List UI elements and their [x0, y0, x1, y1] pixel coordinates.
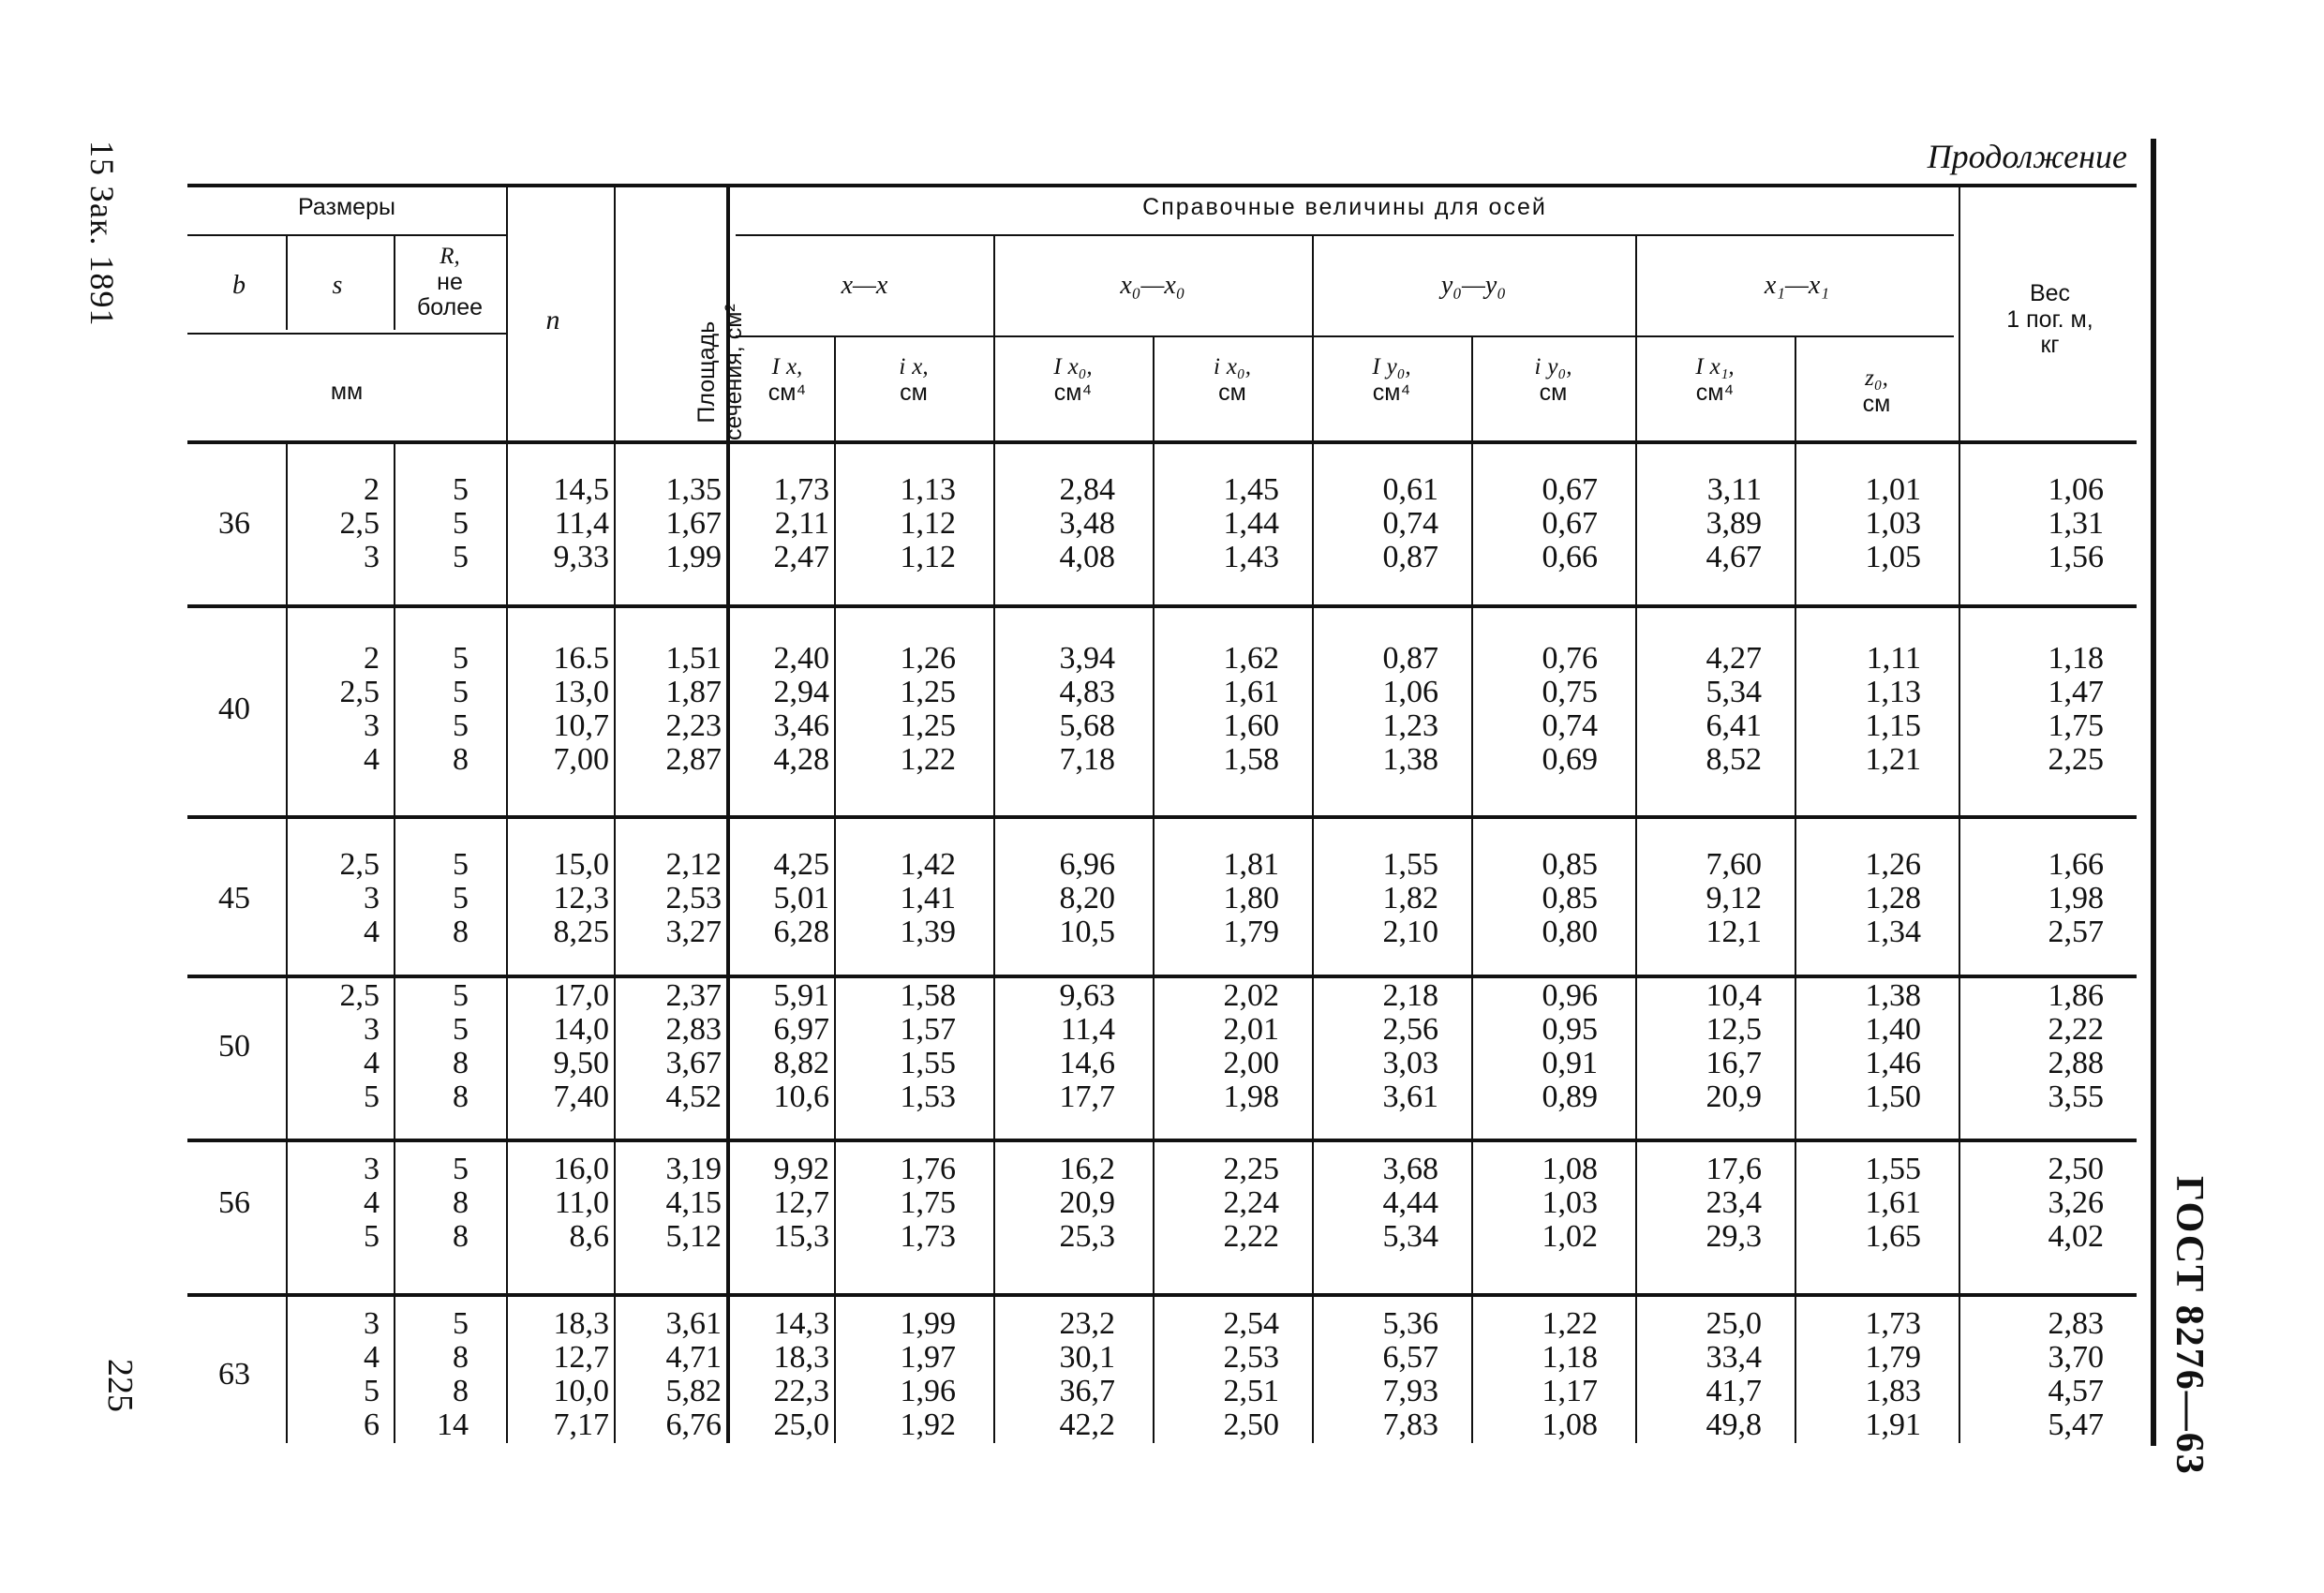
cell-iy0: 0,85 0,85 0,80: [1542, 847, 1598, 949]
cell-Ix1: 17,6 23,4 29,3: [1706, 1152, 1762, 1254]
cell-s: 2 2,5 3 4: [339, 641, 380, 777]
rx0-sub: x₀,: [1226, 354, 1251, 380]
cell-Ix1: 4,27 5,34 6,41 8,52: [1706, 641, 1762, 777]
ix1-sub: x₁,: [1709, 354, 1735, 380]
cell-n: 17,0 14,0 9,50 7,40: [553, 978, 609, 1114]
header-bottom-rule: [187, 440, 2137, 444]
iy0-header: [1317, 354, 1467, 406]
group-separator: [187, 815, 2137, 819]
cell-area: 2,12 2,53 3,27: [665, 847, 722, 949]
weight-line2: 1 пог. м,: [2006, 305, 2093, 333]
cell-Iy0: 2,18 2,56 3,03 3,61: [1382, 978, 1438, 1114]
cell-area: 3,19 4,15 5,12: [665, 1152, 722, 1254]
body-column-divider: [286, 442, 288, 1443]
weight-header: [1963, 281, 2137, 359]
mm-rule: [187, 333, 506, 335]
cell-ix: 1,42 1,41 1,39: [900, 847, 956, 949]
cell-z0: 1,11 1,13 1,15 1,21: [1865, 641, 1921, 777]
hdr-divider-y0: [1312, 236, 1314, 440]
body-column-divider: [1312, 442, 1314, 1443]
mm-header: мм: [330, 379, 364, 405]
iy0-symbol: I: [1372, 354, 1380, 380]
rx0-symbol: i: [1214, 354, 1220, 380]
s-header: s: [332, 271, 343, 300]
rx-header: [839, 354, 989, 406]
cell-ix: 1,76 1,75 1,73: [900, 1152, 956, 1254]
r-header-line2: не: [437, 268, 463, 295]
b-value: 50: [218, 1029, 250, 1064]
table-top-rule: [187, 184, 2137, 187]
axis-xx-header: x—x: [841, 271, 888, 300]
cell-Ix: 9,92 12,7 15,3: [773, 1152, 829, 1254]
cell-r: 5 5 8: [453, 847, 469, 949]
cell-n: 18,3 12,7 10,0 7,17: [553, 1306, 609, 1442]
cell-iy0: 0,96 0,95 0,91 0,89: [1542, 978, 1598, 1114]
b-value: 36: [218, 506, 250, 541]
cell-w: 1,18 1,47 1,75 2,25: [2048, 641, 2104, 777]
cell-ix: 1,26 1,25 1,25 1,22: [900, 641, 956, 777]
cell-w: 1,86 2,22 2,88 3,55: [2048, 978, 2104, 1114]
cell-Iy0: 0,61 0,74 0,87: [1382, 472, 1438, 574]
cell-s: 3 4 5: [364, 1152, 380, 1254]
cell-ix0: 1,81 1,80 1,79: [1223, 847, 1279, 949]
cell-r: 5 5 8 8: [453, 978, 469, 1114]
cell-Iy0: 5,36 6,57 7,93 7,83: [1382, 1306, 1438, 1442]
ix1-unit: см⁴: [1695, 379, 1735, 406]
sizes-rule: [187, 234, 506, 236]
rx-symbol: i: [899, 354, 906, 380]
hdr-divider-z0: [1795, 337, 1796, 440]
body-column-divider: [1153, 442, 1155, 1443]
iy0-unit: см⁴: [1372, 379, 1411, 406]
cell-w: 2,50 3,26 4,02: [2048, 1152, 2104, 1254]
cell-Ix: 14,3 18,3 22,3 25,0: [773, 1306, 829, 1442]
axis-x1x1-header: x₁—x₁: [1764, 271, 1830, 300]
ix-sub: x,: [785, 354, 803, 380]
reference-header: Справочные величины для осей: [1142, 194, 1547, 220]
hdr-divider-b: [286, 236, 288, 330]
cell-Ix: 1,73 2,11 2,47: [773, 472, 829, 574]
group-separator: [187, 1293, 2137, 1297]
body-column-divider: [1471, 442, 1473, 1443]
body-column-divider: [834, 442, 836, 1443]
cell-r: 5 8 8 14: [437, 1306, 469, 1442]
cell-Ix: 5,91 6,97 8,82 10,6: [773, 978, 829, 1114]
cell-z0: 1,38 1,40 1,46 1,50: [1865, 978, 1921, 1114]
cell-Ix0: 2,84 3,48 4,08: [1059, 472, 1115, 574]
cell-Ix1: 3,11 3,89 4,67: [1706, 472, 1762, 574]
cell-ix0: 2,54 2,53 2,51 2,50: [1223, 1306, 1279, 1442]
cell-ix: 1,13 1,12 1,12: [900, 472, 956, 574]
hdr-divider-x1: [1635, 236, 1637, 440]
rx0-unit: см: [1218, 379, 1246, 406]
cell-n: 14,5 11,4 9,33: [553, 472, 609, 574]
axis-y0y0-header: y₀—y₀: [1440, 271, 1507, 300]
cell-iy0: 0,76 0,75 0,74 0,69: [1542, 641, 1598, 777]
cell-w: 1,06 1,31 1,56: [2048, 472, 2104, 574]
r-header: [398, 244, 501, 321]
weight-line3: кг: [2040, 332, 2060, 358]
cell-Ix1: 25,0 33,4 41,7 49,8: [1706, 1306, 1762, 1442]
b-value: 45: [218, 881, 250, 916]
z0-header: [1799, 365, 1954, 417]
group-separator: [187, 1139, 2137, 1142]
cell-n: 16,0 11,0 8,6: [553, 1152, 609, 1254]
cell-Iy0: 3,68 4,44 5,34: [1382, 1152, 1438, 1254]
page-number: 225: [100, 1359, 140, 1412]
cell-s: 2 2,5 3: [339, 472, 380, 574]
cell-iy0: 0,67 0,67 0,66: [1542, 472, 1598, 574]
ry0-sub: y₀,: [1547, 354, 1572, 380]
ix-unit: см⁴: [767, 379, 807, 406]
iy0-sub: y₀,: [1386, 354, 1411, 380]
cell-Ix0: 23,2 30,1 36,7 42,2: [1059, 1306, 1115, 1442]
ry0-unit: см: [1539, 379, 1568, 406]
cell-area: 3,61 4,71 5,82 6,76: [665, 1306, 722, 1442]
hdr-divider-iy0: [1471, 337, 1473, 440]
cell-z0: 1,01 1,03 1,05: [1865, 472, 1921, 574]
group-separator: [187, 604, 2137, 608]
cell-ix0: 2,02 2,01 2,00 1,98: [1223, 978, 1279, 1114]
cell-s: 2,5 3 4: [339, 847, 380, 949]
b-value: 40: [218, 692, 250, 726]
cell-Ix0: 3,94 4,83 5,68 7,18: [1059, 641, 1115, 777]
hdr-divider-ix0: [1153, 337, 1155, 440]
body-column-divider: [1795, 442, 1796, 1443]
ix-header: [740, 354, 834, 406]
cell-s: 3 4 5 6: [364, 1306, 380, 1442]
rx0-header: [1157, 354, 1307, 406]
ix1-header: [1640, 354, 1790, 406]
hdr-divider-s: [394, 236, 395, 330]
cell-ix: 1,58 1,57 1,55 1,53: [900, 978, 956, 1114]
cell-iy0: 1,08 1,03 1,02: [1542, 1152, 1598, 1254]
cell-s: 2,5 3 4 5: [339, 978, 380, 1114]
cell-area: 1,35 1,67 1,99: [665, 472, 722, 574]
cell-w: 1,66 1,98 2,57: [2048, 847, 2104, 949]
cell-area: 2,37 2,83 3,67 4,52: [665, 978, 722, 1114]
z0-unit: см: [1862, 390, 1891, 417]
standard-code: ГОСТ 8276—63: [2168, 1176, 2211, 1476]
sizes-header: Размеры: [298, 194, 395, 220]
cell-Ix0: 6,96 8,20 10,5: [1059, 847, 1115, 949]
b-value: 56: [218, 1185, 250, 1220]
axis-x0x0-header: x₀—x₀: [1120, 271, 1185, 300]
cell-z0: 1,55 1,61 1,65: [1865, 1152, 1921, 1254]
order-number: 15 Зак. 1891: [83, 141, 121, 327]
hdr-divider-x0: [993, 236, 995, 440]
b-header: b: [232, 271, 246, 300]
ix1-symbol: I: [1695, 354, 1704, 380]
body-column-divider: [993, 442, 995, 1443]
ry0-symbol: i: [1534, 354, 1542, 380]
cell-w: 2,83 3,70 4,57 5,47: [2048, 1306, 2104, 1442]
cell-ix0: 1,45 1,44 1,43: [1223, 472, 1279, 574]
rx-unit: см: [900, 379, 928, 406]
cell-r: 5 8 8: [453, 1152, 469, 1254]
n-header: n: [545, 305, 560, 335]
axis-rule: [736, 335, 1954, 337]
cell-ix0: 1,62 1,61 1,60 1,58: [1223, 641, 1279, 777]
cell-Ix: 2,40 2,94 3,46 4,28: [773, 641, 829, 777]
body-column-divider: [1635, 442, 1637, 1443]
z0-symbol: z₀,: [1865, 365, 1888, 391]
ix0-header: [998, 354, 1148, 406]
area-header: [693, 304, 748, 440]
ix-symbol: I: [771, 354, 780, 380]
cell-Ix1: 7,60 9,12 12,1: [1706, 847, 1762, 949]
right-border: [2151, 139, 2156, 1446]
cell-area: 1,51 1,87 2,23 2,87: [665, 641, 722, 777]
group-separator: [187, 975, 2137, 978]
continuation-label: Продолжение: [1927, 138, 2127, 175]
cell-Iy0: 0,87 1,06 1,23 1,38: [1382, 641, 1438, 777]
area-header-line2: сечения, см²: [720, 304, 747, 440]
r-header-line1: R,: [439, 244, 460, 269]
ix0-symbol: I: [1053, 354, 1062, 380]
ix0-sub: x₀,: [1067, 354, 1093, 380]
hdr-divider-ix: [834, 337, 836, 440]
cell-ix: 1,99 1,97 1,96 1,92: [900, 1306, 956, 1442]
reference-rule: [736, 234, 1954, 236]
weight-line1: Вес: [2029, 280, 2071, 306]
body-column-divider: [394, 442, 395, 1443]
cell-r: 5 5 5: [453, 472, 469, 574]
cell-r: 5 5 5 8: [453, 641, 469, 777]
cell-n: 15,0 12,3 8,25: [553, 847, 609, 949]
cell-Ix0: 9,63 11,4 14,6 17,7: [1059, 978, 1115, 1114]
cell-n: 16.5 13,0 10,7 7,00: [553, 641, 609, 777]
ix0-unit: см⁴: [1053, 379, 1093, 406]
cell-iy0: 1,22 1,18 1,17 1,08: [1542, 1306, 1598, 1442]
cell-z0: 1,73 1,79 1,83 1,91: [1865, 1306, 1921, 1442]
cell-Ix0: 16,2 20,9 25,3: [1059, 1152, 1115, 1254]
area-header-line1: Площадь: [693, 320, 720, 424]
cell-ix0: 2,25 2,24 2,22: [1223, 1152, 1279, 1254]
b-value: 63: [218, 1357, 250, 1392]
cell-Ix1: 10,4 12,5 16,7 20,9: [1706, 978, 1762, 1114]
cell-z0: 1,26 1,28 1,34: [1865, 847, 1921, 949]
rx-sub: x,: [912, 354, 929, 380]
cell-Iy0: 1,55 1,82 2,10: [1382, 847, 1438, 949]
ry0-header: [1476, 354, 1631, 406]
cell-Ix: 4,25 5,01 6,28: [773, 847, 829, 949]
r-header-line3: более: [416, 294, 484, 320]
